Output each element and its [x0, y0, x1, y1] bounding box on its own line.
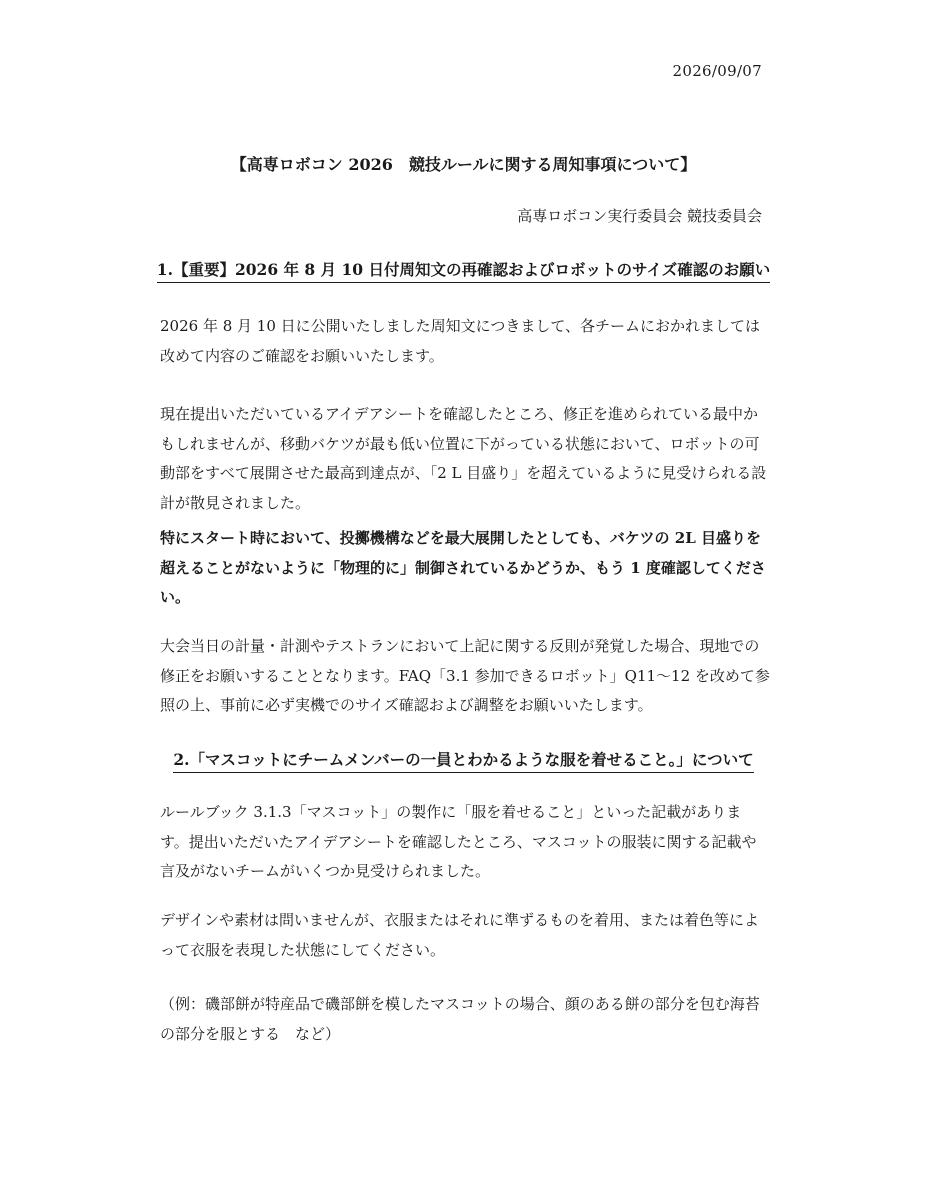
section-1-paragraph-3-emphasis: 特にスタート時において、投擲機構などを最大展開したとしても、バケツの 2L 目盛りを超えることがないように「物理的に」制御されているかどうか、もう 1 度確認してください。 — [160, 529, 766, 606]
section-2-heading — [0, 748, 927, 770]
section-2-example-note: （例：磯部餅が特産品で磯部餅を模したマスコットの場合、顔のある餅の部分を包む海苔の部分を服とする など） — [160, 995, 760, 1043]
section-1-paragraph-4: 大会当日の計量・計測やテストランにおいて上記に関する反則が発覚した場合、現地での修正をお願いすることとなります。FAQ「3.1 参加できるロボット」Q11〜12 を改めて参照の上、事前に必ず実機でのサイズ確認および調整をお願いいたします。 — [160, 637, 770, 714]
section-1-heading — [0, 258, 927, 280]
section-2-paragraph-2: デザインや素材は問いませんが、衣服またはそれに準ずるものを着用、または着色等によって衣服を表現した状態にしてください。 — [160, 911, 759, 959]
section-1-paragraph-1: 2026 年 8 月 10 日に公開いたしました周知文につきまして、各チームにおかれましては改めて内容のご確認をお願いいたします。 — [160, 317, 761, 365]
document-issuer: 高専ロボコン実行委員会 競技委員会 — [517, 207, 762, 225]
document-title: 【高専ロボコン 2026 競技ルールに関する周知事項について】 — [230, 155, 697, 174]
section-2-paragraph-1: ルールブック 3.1.3「マスコット」の製作に「服を着せること」といった記載があります。提出いただいたアイデアシートを確認したところ、マスコットの服装に関する記載や言及がないチームがいくつか見受けられました。 — [160, 803, 757, 880]
section-1-heading-text: 1.【重要】2026 年 8 月 10 日付周知文の再確認およびロボットのサイズ確認のお願い — [157, 260, 770, 283]
section-2-heading-text: 2.「マスコットにチームメンバーの一員とわかるような服を着せること。」について — [173, 750, 753, 773]
document-date: 2026/09/07 — [672, 62, 762, 80]
section-1-paragraph-2: 現在提出いただいているアイデアシートを確認したところ、修正を進められている最中かもしれませんが、移動バケツが最も低い位置に下がっている状態において、ロボットの可動部をすべて展開させた最高到達点が、「2 L 目盛り」を超えているように見受けられる設計が散見されました。 — [160, 405, 767, 512]
